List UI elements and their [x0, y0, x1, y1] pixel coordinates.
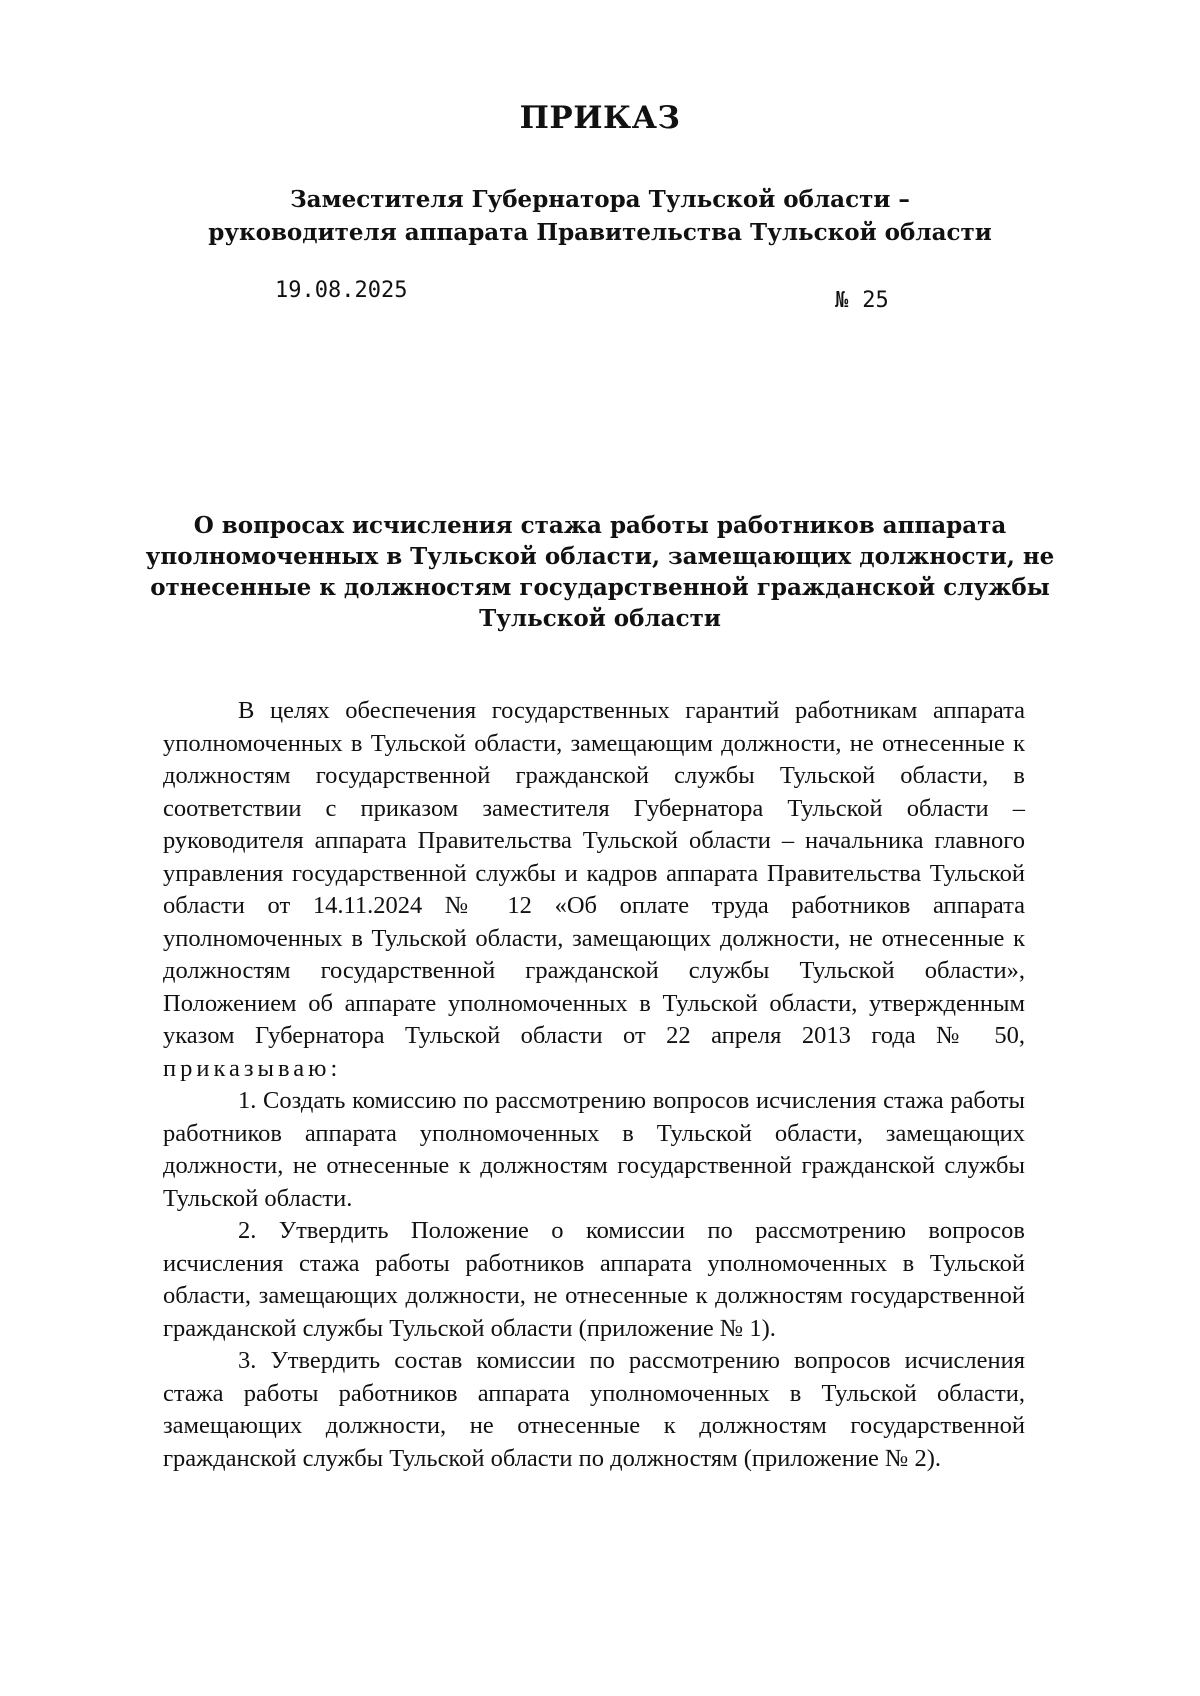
issuer-block	[0, 183, 1200, 249]
subject-line: О вопросах исчисления стажа работы работников аппарата	[193, 512, 1007, 539]
preamble-text: В целях обеспечения государственных гарантий работникам аппарата уполномоченных в Тульской области, замещающим должности, не отнесенные к должностям государственной гражданской службы Тульской области, в соответствии с приказом заместителя Губернатора Тульской области – руководителя аппарата Правительства Тульской области – начальника главного управления государственной службы и кадров аппарата Правительства Тульской области от 14.11.2024 № 12 «Об оплате труда работников аппарата уполномоченных в Тульской области, замещающих должности, не отнесенные к должностям государственной гражданской службы Тульской области», Положением об аппарате уполномоченных в Тульской области, утвержденным указом Губернатора Тульской области от 22 апреля 2013 года № 50,	[163, 697, 1025, 1049]
subject-line: Тульской области	[479, 605, 721, 632]
subject-line: уполномоченных в Тульской области, замещающих должности, не	[145, 543, 1055, 570]
document-subject	[0, 510, 1200, 634]
issuer-line: Заместителя Губернатора Тульской области –	[290, 186, 910, 213]
order-colon: :	[330, 1054, 338, 1082]
document-number	[835, 288, 889, 313]
order-item-2: 2. Утвердить Положение о комиссии по рассмотрению вопросов исчисления стажа работы работников аппарата уполномоченных в Тульской области, замещающих должности, не отнесенные к должностям государственной гражданской службы Тульской области (приложение № 1).	[163, 1217, 1025, 1342]
document-title: ПРИКАЗ	[519, 100, 681, 136]
order-item-3: 3. Утвердить состав комиссии по рассмотрению вопросов исчисления стажа работы работников аппарата уполномоченных в Тульской области, замещающих должности, не отнесенные к должностям государственной гражданской службы Тульской области по должностям (приложение № 2).	[163, 1347, 1025, 1472]
document-date: 19.08.2025	[275, 278, 408, 303]
order-word: приказываю	[163, 1054, 331, 1082]
preamble-paragraph	[163, 695, 1025, 1085]
document-body	[163, 695, 1025, 1475]
order-item-1: 1. Создать комиссию по рассмотрению вопросов исчисления стажа работы работников аппарата уполномоченных в Тульской области, замещающих должности, не отнесенные к должностям государственной гражданской службы Тульской области.	[163, 1087, 1025, 1212]
issuer-line: руководителя аппарата Правительства Тульской области	[208, 219, 992, 246]
number-sign: №	[835, 288, 849, 313]
number-value: 25	[862, 288, 889, 313]
subject-line: отнесенные к должностям государственной гражданской службы	[150, 574, 1050, 601]
